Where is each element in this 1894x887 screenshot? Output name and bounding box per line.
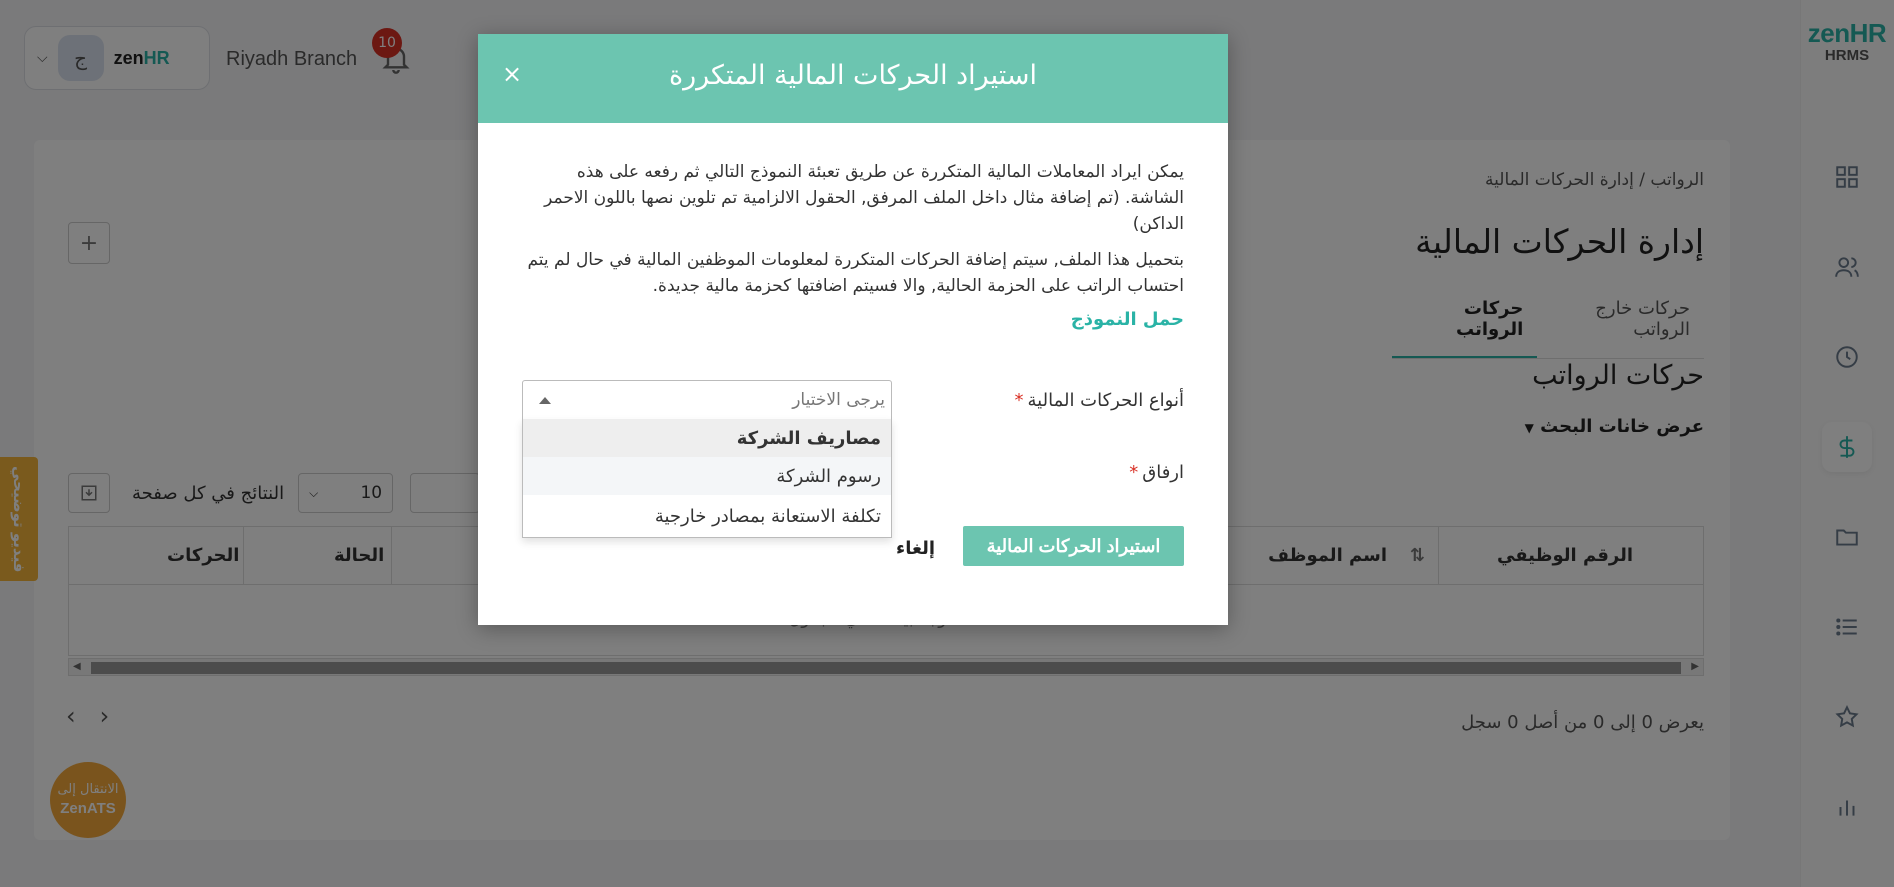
transaction-types-select[interactable] <box>522 380 892 420</box>
dropdown-option-outsourcing-cost[interactable]: تكلفة الاستعانة بمصادر خارجية <box>654 505 881 527</box>
modal-description-1: يمكن ايراد المعاملات المالية المتكررة عن طريق تعبئة النموذج التالي ثم رفعه على هذه الشاشة. (تم إضافة مثال داخل الملف المرفق, الحقول الالزامية تم تلوين نصها باللون الاحمر الداكن) <box>544 162 1184 234</box>
attachment-label <box>1129 462 1184 483</box>
import-transactions-button[interactable]: استيراد الحركات المالية <box>963 526 1184 566</box>
modal-title: استيراد الحركات المالية المتكررة <box>668 60 1038 91</box>
transaction-types-label <box>1015 390 1184 411</box>
attachment-label-text: ارفاق <box>1142 462 1184 483</box>
modal-description-2: بتحميل هذا الملف, سيتم إضافة الحركات المتكررة لمعلومات الموظفين المالية في حال لم يتم احتساب الراتب على الحزمة الحالية, والا فسيتم اضافتها كحزمة مالية جديدة. <box>527 250 1184 296</box>
modal-header <box>478 34 1228 123</box>
dropdown-option-company-expenses[interactable]: مصاريف الشركة <box>523 419 891 457</box>
required-mark: * <box>1129 462 1139 483</box>
dropdown-option-company-fees[interactable]: رسوم الشركة <box>523 457 891 495</box>
transaction-types-label-text: أنواع الحركات المالية <box>1027 390 1184 411</box>
cancel-button[interactable]: إلغاء <box>896 538 936 559</box>
download-template-link[interactable]: حمل النموذج <box>1070 309 1184 330</box>
required-mark: * <box>1014 390 1024 411</box>
modal-body <box>478 123 1228 330</box>
select-placeholder: يرجى الاختيار <box>792 390 885 410</box>
import-recurring-transactions-modal <box>478 34 1228 625</box>
close-icon[interactable]: × <box>502 60 523 88</box>
caret-up-icon <box>539 397 551 404</box>
transaction-types-dropdown <box>522 419 892 538</box>
